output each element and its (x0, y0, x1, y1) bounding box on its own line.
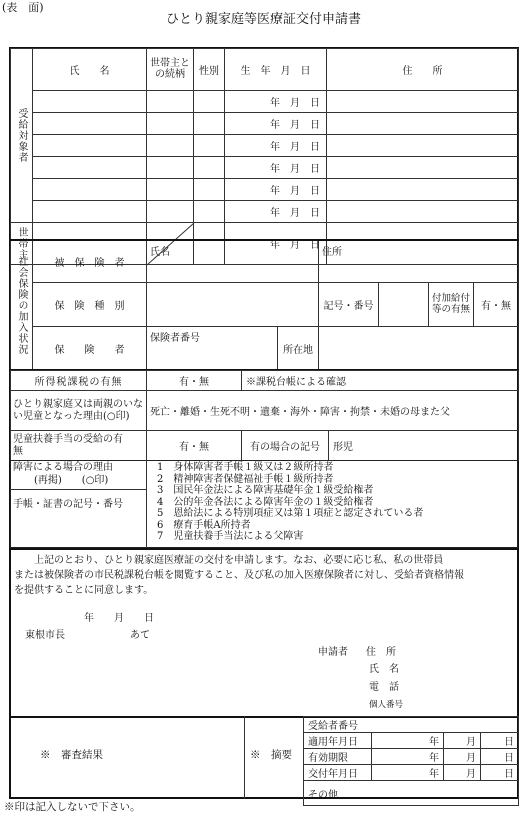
allowance-table (10, 430, 519, 461)
eligibility-table (10, 370, 519, 431)
side-label: (表 面) (2, 1, 44, 14)
applicant-phone-label: 電 話 (369, 682, 399, 693)
recipient-relation-cell[interactable] (147, 113, 194, 135)
recipient-address-cell[interactable] (327, 113, 519, 135)
tax-value[interactable]: 有・無 (147, 371, 242, 391)
recipient-dob-cell[interactable]: 年 月 日 (225, 135, 327, 157)
form-title: ひとり親家庭等医療証交付申請書 (166, 12, 362, 27)
summary-label: ※ 摘要 (250, 749, 292, 761)
recipient-dob-cell[interactable]: 年 月 日 (225, 157, 327, 179)
additional-benefit-value[interactable]: 有・無 (474, 283, 519, 327)
recipient-address-cell[interactable] (327, 201, 519, 223)
insurer-number-field[interactable]: 保険者番号 (147, 327, 278, 371)
section-divider (9, 239, 519, 241)
recipient-name-cell[interactable] (33, 201, 147, 223)
disability-item[interactable]: 1 身体障害者手帳１級又は２級所持者 (157, 462, 334, 473)
insurance-table (10, 240, 519, 371)
disability-reason-sub: (再掲) (○印) (34, 475, 109, 486)
office-table (303, 716, 519, 806)
recipient-dob-cell[interactable]: 年 月 日 (225, 179, 327, 201)
recipient-name-cell[interactable] (33, 157, 147, 179)
recipient-name-cell[interactable] (33, 113, 147, 135)
recipient-address-cell[interactable] (327, 91, 519, 113)
section-divider (9, 548, 519, 550)
location-label: 所在地 (278, 327, 319, 371)
disability-reason-label: 障害による場合の理由 (13, 462, 113, 473)
insured-name-field[interactable]: 氏名 (147, 241, 319, 283)
date-day[interactable]: 日 (481, 733, 519, 749)
applicant-label: 申請者 (318, 647, 348, 658)
reason-options[interactable]: 死亡・離婚・生死不明・遺棄・海外・障害・拘禁・未婚の母また父 (147, 391, 519, 431)
recipients-group-label: 受給対象者 (11, 49, 33, 223)
location-field[interactable] (319, 327, 519, 371)
recipient-relation-cell[interactable] (147, 179, 194, 201)
recipient-sex-cell[interactable] (194, 157, 225, 179)
recipient-relation-cell[interactable] (147, 201, 194, 223)
tax-label: 所得税課税の有無 (11, 371, 147, 391)
recipient-name-cell[interactable] (33, 91, 147, 113)
applicant-individual-number-label: 個人番号 (369, 700, 404, 710)
date-year[interactable]: 年 (372, 765, 444, 781)
recipient-address-cell[interactable] (327, 157, 519, 179)
applicant-name-label: 氏 名 (369, 664, 399, 675)
insurer-label: 保 険 者 (33, 327, 147, 371)
disability-item[interactable]: 5 恩給法による特別項症又は第１項症と認定されている者 (157, 508, 424, 519)
disability-item[interactable]: 2 精神障害者保健福祉手帳１級所持者 (157, 473, 334, 485)
issue-date-label: 交付年月日 (304, 765, 372, 781)
date-month[interactable]: 月 (444, 749, 481, 765)
reason-label: ひとり親家庭又は両親のいない児童となった理由(○印) (11, 391, 147, 431)
disability-item[interactable]: 6 療育手帳A所持者 (157, 519, 251, 531)
insurance-group-label: 社会保険の加入状況 (11, 241, 33, 371)
disability-list[interactable] (157, 462, 423, 543)
recipient-dob-cell[interactable]: 年 月 日 (225, 91, 327, 113)
divider (244, 716, 245, 799)
date-year[interactable]: 年 (372, 733, 444, 749)
head-dob-cell[interactable]: 年 月 日 (225, 223, 327, 265)
consent-line-1: 上記のとおり、ひとり親家庭医療証の交付を申請します。なお、必要に応じ私、私の世帯員 (34, 555, 444, 566)
recipient-sex-cell[interactable] (194, 91, 225, 113)
recipient-number-row[interactable]: 受給者番号 (304, 717, 519, 733)
allowance-mark-label: 有の場合の記号 (242, 431, 329, 461)
recipients-table (10, 48, 519, 265)
recipient-dob-cell[interactable]: 年 月 日 (225, 113, 327, 135)
review-result-label: ※ 審査結果 (40, 749, 103, 761)
allowance-label: 児童扶養手当の受給の有 無 (11, 431, 147, 461)
recipient-name-cell[interactable] (33, 179, 147, 201)
col-address: 住 所 (327, 49, 519, 91)
recipient-dob-cell[interactable]: 年 月 日 (225, 201, 327, 223)
consent-line-2: または被保険者の市民税課税台帳を閲覧すること、及び私の加入医療保険者に対し、受給者資格情報 (14, 570, 464, 581)
symbol-number-field[interactable] (379, 283, 429, 327)
disability-item[interactable]: 4 公的年金各法による障害年金の１級受給権者 (157, 496, 374, 508)
symbol-number-label: 記号・番号 (319, 283, 379, 327)
divider (10, 489, 146, 490)
additional-benefit-label: 付加給付等の有無 (429, 283, 474, 327)
recipient-sex-cell[interactable] (194, 179, 225, 201)
disability-item[interactable]: 3 国民年金法による障害基礎年金１級受給権者 (157, 485, 374, 496)
recipient-relation-cell[interactable] (147, 157, 194, 179)
disability-item[interactable]: 7 児童扶養手当法による父障害 (157, 531, 304, 542)
addressee-suffix: あて (130, 630, 150, 641)
recipient-name-cell[interactable] (33, 135, 147, 157)
consent-line-3: を提供することに同意します。 (14, 585, 154, 596)
effective-date-label: 適用年月日 (304, 733, 372, 749)
divider (146, 460, 147, 548)
other-row[interactable]: その他 (304, 781, 519, 806)
insurance-type-label: 保 険 種 別 (33, 283, 147, 327)
recipient-sex-cell[interactable] (194, 201, 225, 223)
col-name: 氏 名 (33, 49, 147, 91)
allowance-value[interactable]: 有・無 (147, 431, 242, 461)
recipient-address-cell[interactable] (327, 179, 519, 201)
date-year[interactable]: 年 (372, 749, 444, 765)
date-day[interactable]: 日 (481, 749, 519, 765)
recipient-sex-cell[interactable] (194, 135, 225, 157)
footer-note: ※印は記入しないで下さい。 (4, 801, 141, 813)
expiry-date-label: 有効期限 (304, 749, 372, 765)
allowance-mark-value[interactable]: 形児 (329, 431, 519, 461)
application-date[interactable]: 年 月 日 (84, 613, 154, 624)
date-month[interactable]: 月 (444, 765, 481, 781)
insurance-type-field[interactable] (147, 283, 319, 327)
recipient-relation-cell[interactable] (147, 91, 194, 113)
recipient-relation-cell[interactable] (147, 135, 194, 157)
date-month[interactable]: 月 (444, 733, 481, 749)
head-label: 世帯主 (11, 223, 33, 265)
recipient-sex-cell[interactable] (194, 113, 225, 135)
col-sex: 性別 (194, 49, 225, 91)
date-day[interactable]: 日 (481, 765, 519, 781)
recipient-address-cell[interactable] (327, 135, 519, 157)
addressee: 東根市長 (25, 630, 65, 641)
tax-note: ※課税台帳による確認 (242, 371, 519, 391)
card-number-label: 手帳・証書の記号・番号 (13, 499, 123, 510)
applicant-address-label: 住 所 (366, 647, 396, 658)
insured-address-field[interactable]: 住所 (319, 241, 519, 283)
insured-label: 被 保 険 者 (33, 241, 147, 283)
col-relation: 世帯主との続柄 (147, 49, 194, 91)
col-dob: 生 年 月 日 (225, 49, 327, 91)
